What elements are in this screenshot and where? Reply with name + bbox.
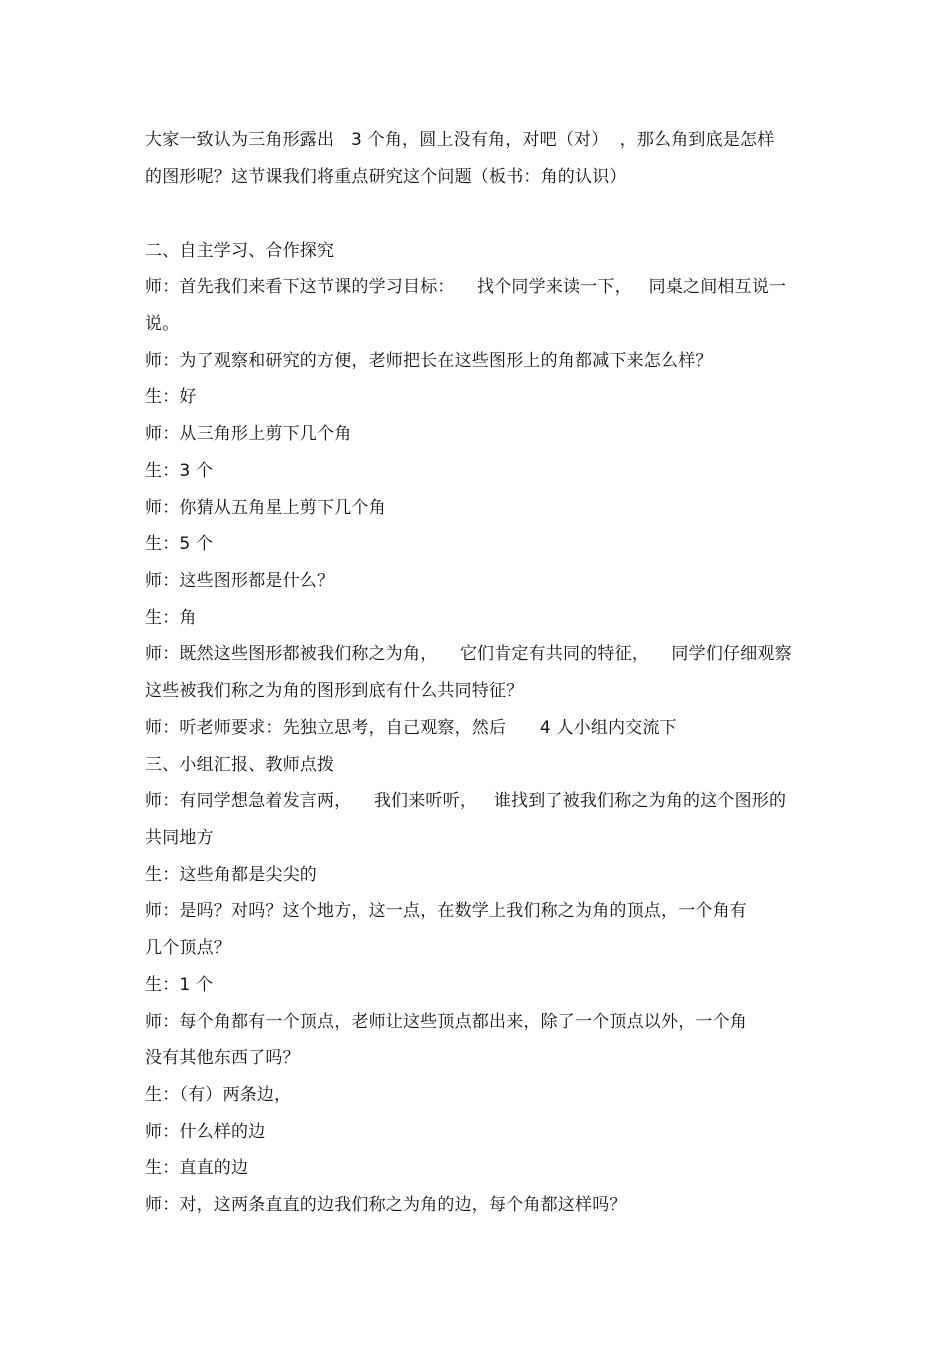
text-line: 没有其他东西了吗？ [145,1048,300,1068]
text-line: 师：为了观察和研究的方便，老师把长在这些图形上的角都减下来怎么样？ [145,351,713,371]
text-line: 师：是吗？对吗？这个地方，这一点，在数学上我们称之为角的顶点，一个角有 [145,901,747,921]
text-line: 生：3 个 [145,461,214,481]
text-line: 师：听老师要求：先独立思考，自己观察，然后 4 人小组内交流下 [145,718,677,738]
text-line: 说。 [145,314,180,334]
text-line: 生：这些角都是尖尖的 [145,865,317,885]
text-line: 师：从三角形上剪下几个角 [145,424,352,444]
text-line: 师：有同学想急着发言两， 我们来听听， 谁找到了被我们称之为角的这个图形的 [145,791,787,811]
text-line: 师：这些图形都是什么？ [145,571,335,591]
text-line: 几个顶点？ [145,938,231,958]
text-line: 师：你猜从五角星上剪下几个角 [145,498,386,518]
section-heading: 二、自主学习、合作探究 [145,241,335,261]
text-line: 生：5 个 [145,534,214,554]
text-line: 生：（有）两条边， [145,1085,292,1105]
text-line: 生：角 [145,608,197,628]
text-line: 生：好 [145,387,197,407]
text-line: 大家一致认为三角形露出 3 个角，圆上没有角，对吧（对） ，那么角到底是怎样 [145,130,775,150]
section-heading: 三、小组汇报、教师点拨 [145,755,335,775]
text-line: 师：既然这些图形都被我们称之为角， 它们肯定有共同的特征， 同学们仔细观察 [145,644,792,664]
text-line: 生：直直的边 [145,1158,249,1178]
text-line: 师：对，这两条直直的边我们称之为角的边，每个角都这样吗？ [145,1195,627,1215]
text-line: 师：首先我们来看下这节课的学习目标： 找个同学来读一下， 同桌之间相互说一 [145,277,787,297]
text-line: 师：什么样的边 [145,1122,266,1142]
text-line: 这些被我们称之为角的图形到底有什么共同特征？ [145,681,524,701]
text-line: 师：每个角都有一个顶点，老师让这些顶点都出来，除了一个顶点以外，一个角 [145,1012,747,1032]
text-line: 生：1 个 [145,975,214,995]
text-line: 共同地方 [145,828,214,848]
text-line: 的图形呢？这节课我们将重点研究这个问题（板书：角的认识） [145,167,627,187]
